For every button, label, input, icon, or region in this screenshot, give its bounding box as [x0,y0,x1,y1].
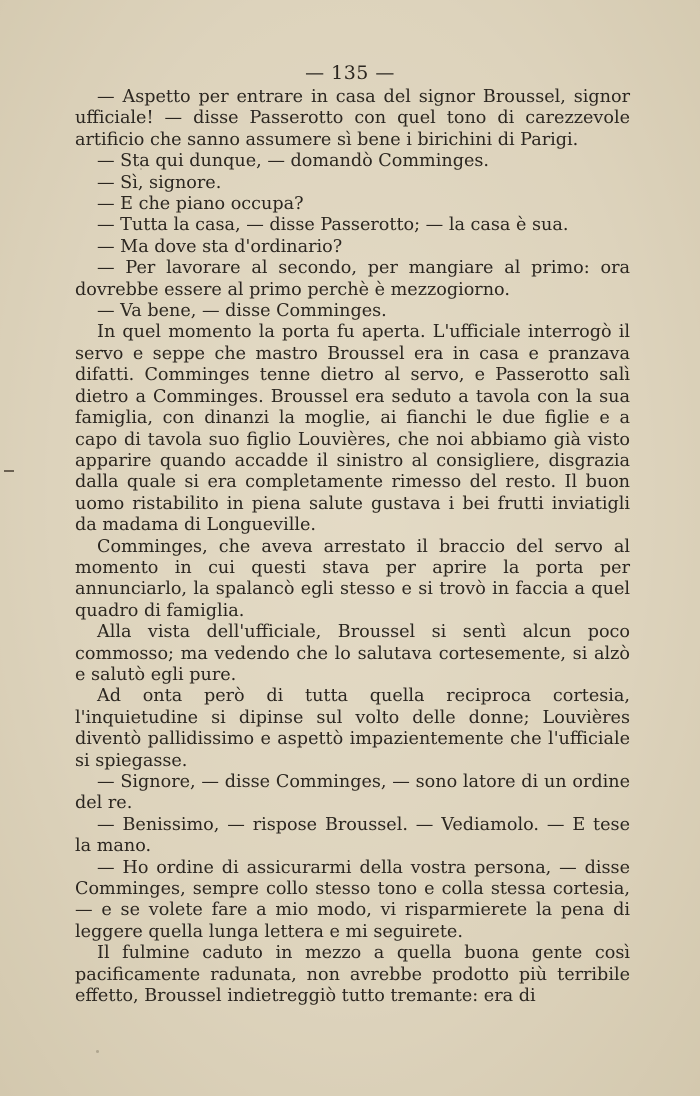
body-text [75,87,630,1007]
paragraph: — E che piano occupa? [97,194,304,215]
paragraph: — Per lavorare al secondo, per mangiare al primo: ora dovrebbe essere al primo perchè è mezzogiorno. [75,258,630,300]
paragraph: — Aspetto per entrare in casa del signor Broussel, signor ufficiale! — disse Passerotto con quel tono di carezzevole artificio che sanno assumere sì bene i birichini di Parigi. [75,87,630,150]
paragraph: — Ma dove sta d'ordinario? [97,236,343,257]
paragraph: Alla vista dell'ufficiale, Broussel si sentì alcun poco commosso; ma vedendo che lo salutava cortesemente, si alzò e salutò egli pure. [75,622,630,685]
paragraph: — Va bene, — disse Comminges. [97,301,387,322]
paragraph: Comminges, che aveva arrestato il braccio del servo al momento in cui questi stava per aprire la porta per annunciarlo, la spalancò egli stesso e si trovò in faccia a quel quadro di famiglia. [75,536,630,621]
paragraph: Ad onta però di tutta quella reciproca cortesia, l'inquietudine si dipinse sul volto delle donne; Louvières diventò pallidissimo e aspettò impazientemente che l'ufficiale si spiegasse. [75,686,630,771]
paragraph: — Sta qui dunque, — domandò Comminges. [97,151,489,172]
paragraph: — Sì, signore. [97,172,222,193]
paragraph: In quel momento la porta fu aperta. L'ufficiale interrogò il servo e seppe che mastro Broussel era in casa e pranzava difatti. Comminges tenne dietro al servo, e Passerotto salì dietro a Comminges. Broussel era seduto a tavola con la sua famiglia, con dinanzi la moglie, ai fianchi le due figlie e a capo di tavola suo figlio Louvières, che noi abbiamo già visto apparire quando accadde il sinistro al consigliere, disgrazia dalla quale si era completamente rimesso del resto. Il buon uomo ristabilito in piena salute gustava i bei frutti inviatigli da madama di Longueville. [75,322,630,536]
paragraph: Il fulmine caduto in mezzo a quella buona gente così pacificamente radunata, non avrebbe prodotto più terribile effetto, Broussel indietreggiò tutto tremante: era di [75,943,630,1007]
paragraph: — Ho ordine di assicurarmi della vostra persona, — disse Comminges, sempre collo stesso tono e colla stessa cortesia, — e se volete fare a mio modo, vi risparmierete la pena di leggere quella lunga lettera e mi seguirete. [75,857,630,942]
margin-mark [4,470,14,472]
page-number: — 135 — [305,62,395,84]
paper-speck [96,1050,99,1053]
paragraph: — Benissimo, — rispose Broussel. — Vediamolo. — E tese la mano. [75,814,630,857]
paragraph: — Tutta la casa, — disse Passerotto; — la casa è sua. [97,215,569,236]
paragraph: — Signore, — disse Comminges, — sono latore di un ordine del re. [75,772,630,814]
